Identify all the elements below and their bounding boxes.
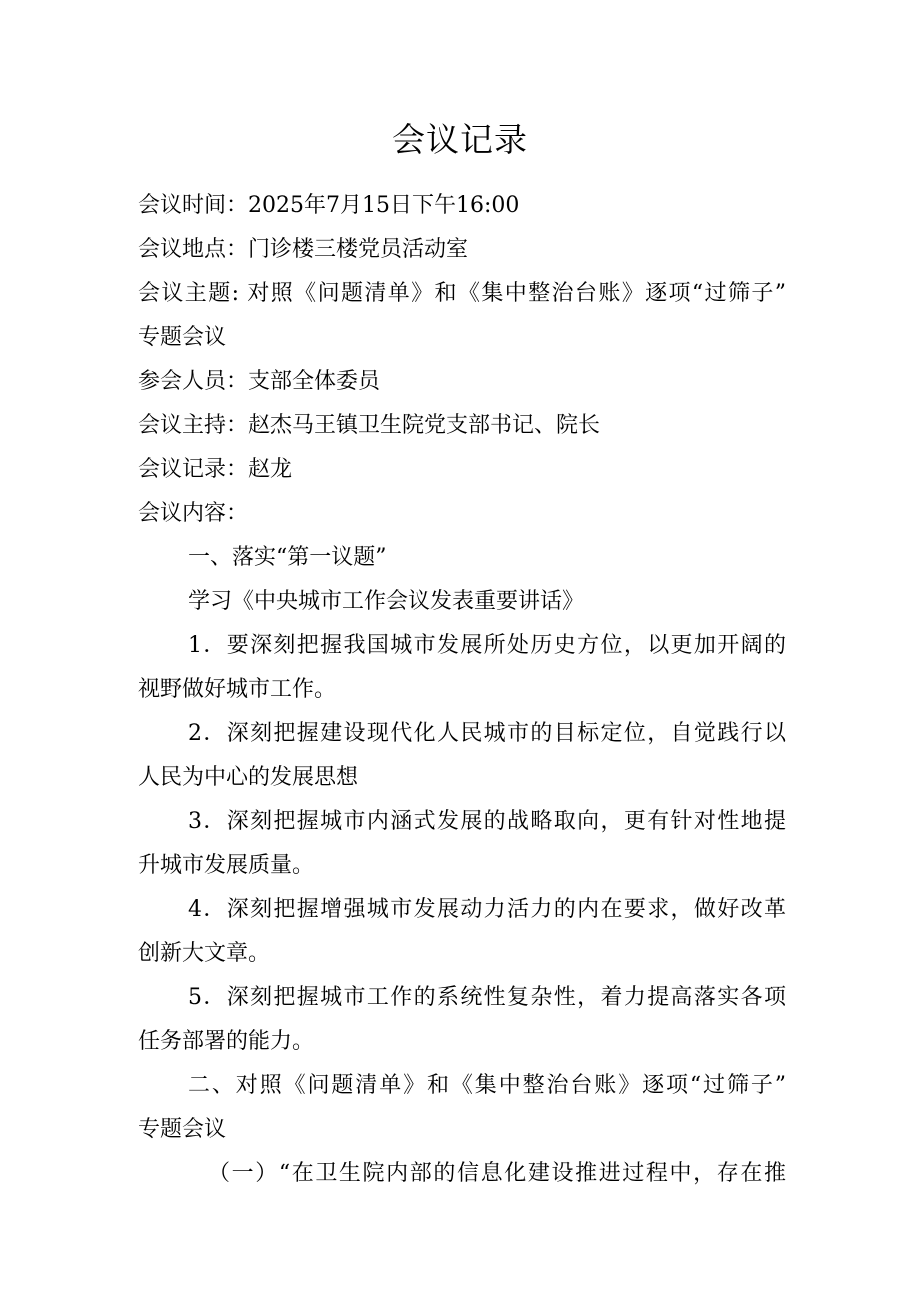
subsection-one-line: （一）“在卫生院内部的信息化建设推进过程中，存在推 bbox=[208, 1161, 786, 1186]
point-3-line-1: 3．深刻把握城市内涵式发展的战略取向，更有针对性地提 bbox=[188, 809, 786, 834]
point-4-line-1: 4．深刻把握增强城市发展动力活力的内在要求，做好改革 bbox=[188, 897, 786, 922]
point-2-line-2: 人民为中心的发展思想 bbox=[138, 765, 359, 790]
meeting-recorder: 会议记录：赵龙 bbox=[138, 457, 293, 482]
meeting-time: 会议时间：2025年7月15日下午16:00 bbox=[138, 193, 520, 218]
meeting-location: 会议地点：门诊楼三楼党员活动室 bbox=[138, 237, 469, 262]
meeting-topic-line-2: 专题会议 bbox=[138, 325, 227, 350]
document-body bbox=[138, 184, 786, 1196]
point-1-line-2: 视野做好城市工作。 bbox=[138, 677, 337, 702]
meeting-content-label: 会议内容： bbox=[138, 501, 249, 526]
point-5-line-2: 任务部署的能力。 bbox=[138, 1029, 315, 1054]
meeting-topic-line-1: 会议主题: 对照《问题清单》和《集中整治台账》逐项“过筛子” bbox=[138, 281, 786, 306]
point-3-line-2: 升城市发展质量。 bbox=[138, 853, 315, 878]
section-one-study: 学习《中央城市工作会议发表重要讲话》 bbox=[188, 589, 585, 614]
point-5-line-1: 5．深刻把握城市工作的系统性复杂性，着力提高落实各项 bbox=[188, 985, 786, 1010]
section-two-line-1: 二、对照《问题清单》和《集中整治台账》逐项“过筛子” bbox=[188, 1073, 786, 1098]
point-2-line-1: 2．深刻把握建设现代化人民城市的目标定位，自觉践行以 bbox=[188, 721, 786, 746]
section-two-line-2: 专题会议 bbox=[138, 1117, 227, 1142]
section-one-heading: 一、落实“第一议题” bbox=[188, 545, 387, 570]
meeting-host: 会议主持：赵杰马王镇卫生院党支部书记、院长 bbox=[138, 413, 601, 438]
document-title: 会议记录 bbox=[392, 120, 528, 159]
point-4-line-2: 创新大文章。 bbox=[138, 941, 271, 966]
meeting-attendees: 参会人员：支部全体委员 bbox=[138, 369, 381, 394]
point-1-line-1: 1．要深刻把握我国城市发展所处历史方位，以更加开阔的 bbox=[188, 633, 786, 658]
